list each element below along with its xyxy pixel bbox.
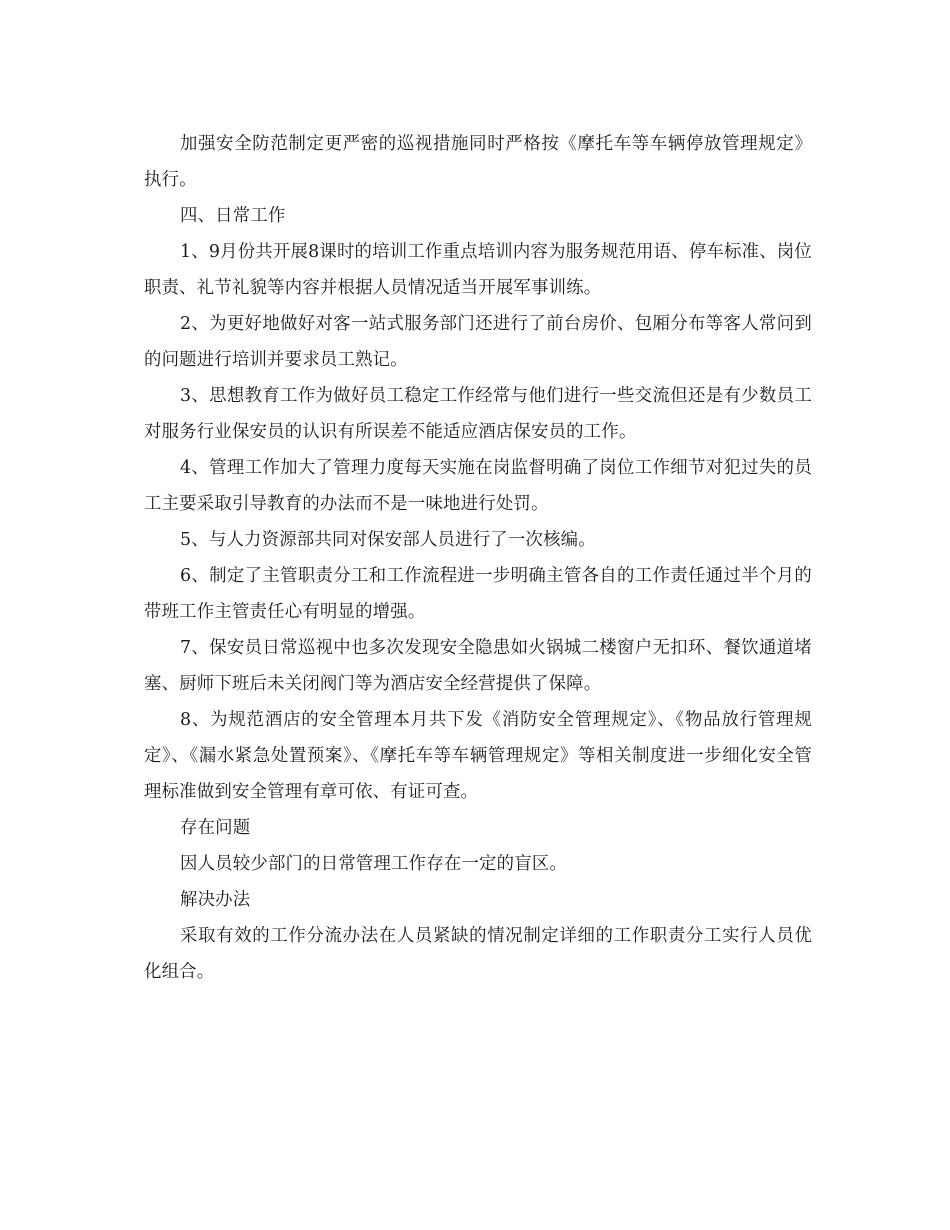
paragraph-item-6: 6、制定了主管职责分工和工作流程进一步明确主管各自的工作责任通过半个月的带班工作主管责任心有明显的增强。 xyxy=(144,566,812,622)
paragraph-item-7: 7、保安员日常巡视中也多次发现安全隐患如火锅城二楼窗户无扣环、餐饮通道堵塞、厨师下班后未关闭阀门等为酒店安全经营提供了保障。 xyxy=(144,638,812,694)
paragraph-item-1: 1、9月份共开展8课时的培训工作重点培训内容为服务规范用语、停车标准、岗位职责、礼节礼貌等内容并根据人员情况适当开展军事训练。 xyxy=(144,242,812,298)
paragraph-item-2: 2、为更好地做好对客一站式服务部门还进行了前台房价、包厢分布等客人常问到的问题进行培训并要求员工熟记。 xyxy=(144,314,812,370)
paragraph-item-8: 8、为规范酒店的安全管理本月共下发《消防安全管理规定》、《物品放行管理规定》、《漏水紧急处置预案》、《摩托车等车辆管理规定》等相关制度进一步细化安全管理标准做到安全管理有章可依、有证可查。 xyxy=(144,710,812,802)
paragraph-item-4: 4、管理工作加大了管理力度每天实施在岗监督明确了岗位工作细节对犯过失的员工主要采取引导教育的办法而不是一味地进行处罚。 xyxy=(144,458,812,514)
paragraph-security-measures: 加强安全防范制定更严密的巡视措施同时严格按《摩托车等车辆停放管理规定》执行。 xyxy=(144,134,812,190)
paragraph-solutions: 采取有效的工作分流办法在人员紧缺的情况制定详细的工作职责分工实行人员优化组合。 xyxy=(144,926,812,982)
paragraph-item-5: 5、与人力资源部共同对保安部人员进行了一次核编。 xyxy=(180,530,596,550)
section-heading-daily-work: 四、日常工作 xyxy=(180,206,286,226)
section-heading-solutions: 解决办法 xyxy=(180,890,251,910)
paragraph-item-3: 3、思想教育工作为做好员工稳定工作经常与他们进行一些交流但还是有少数员工对服务行业保安员的认识有所误差不能适应酒店保安员的工作。 xyxy=(144,386,812,442)
document-page xyxy=(144,126,812,990)
section-heading-issues: 存在问题 xyxy=(180,818,251,838)
paragraph-issues: 因人员较少部门的日常管理工作存在一定的盲区。 xyxy=(180,854,567,874)
